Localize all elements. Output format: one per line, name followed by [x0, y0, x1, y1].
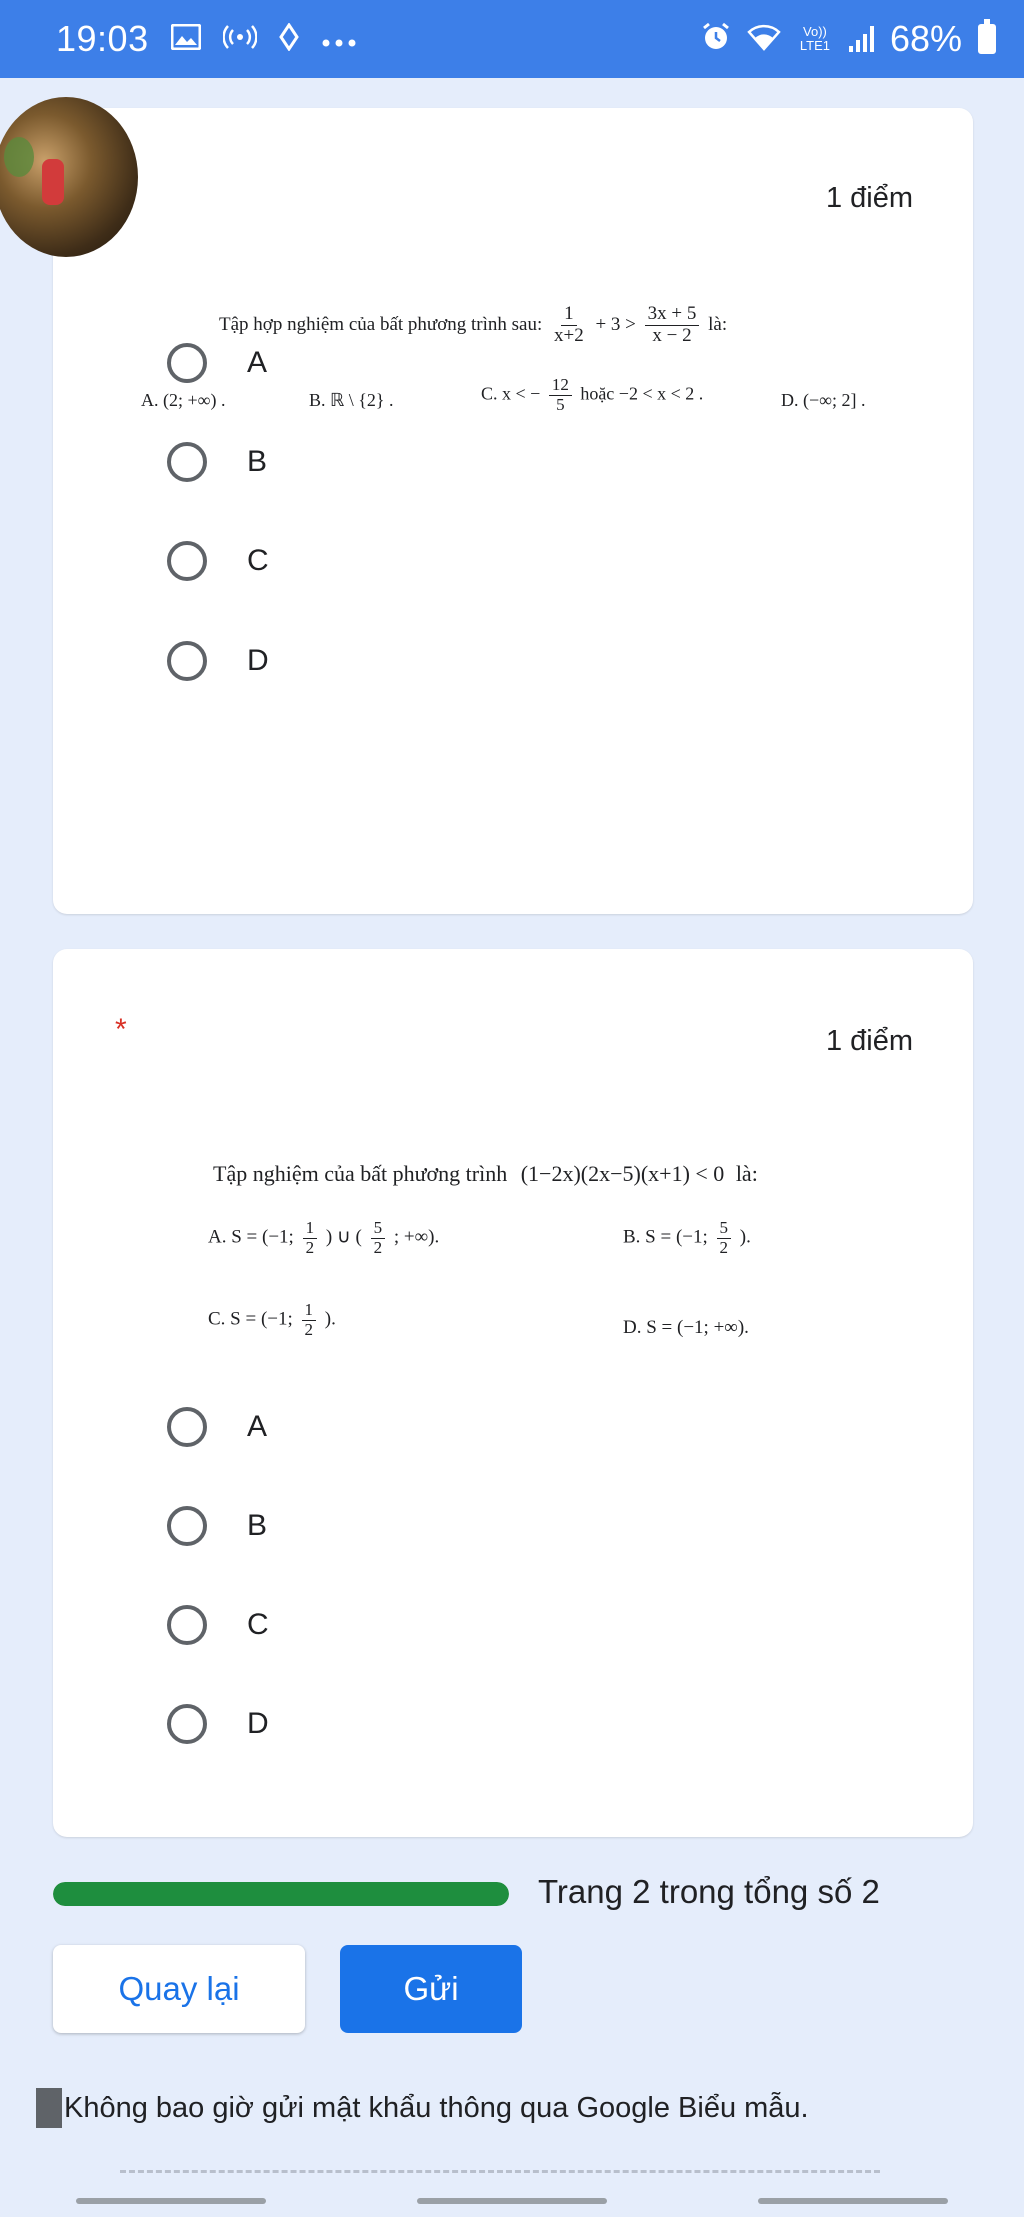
- expression-operator: + 3 >: [595, 313, 636, 335]
- expression-end: là:: [708, 313, 728, 335]
- fraction-numerator: 1: [302, 1301, 317, 1321]
- system-nav-bar: [0, 2185, 1024, 2217]
- answer-d-text: D. S = (−1; +∞).: [623, 1317, 749, 1338]
- answer-b-text: B. ℝ \ {2} .: [309, 390, 394, 410]
- fraction-denominator: 2: [373, 1237, 383, 1257]
- choice-label: A: [247, 1410, 268, 1443]
- answer-c-suffix: ).: [324, 1308, 336, 1330]
- fraction-denominator: 5: [556, 394, 565, 414]
- radio-button[interactable]: [167, 1704, 207, 1744]
- answer-a-union: ) ∪ (: [325, 1226, 362, 1248]
- fraction-numerator: 3x + 5: [645, 304, 700, 326]
- question-card-2: [53, 949, 973, 1837]
- nav-indicator[interactable]: [758, 2198, 948, 2204]
- progress-fill: [53, 1882, 509, 1906]
- answer-c-suffix: hoặc −2 < x < 2 .: [580, 383, 704, 404]
- fraction: [549, 376, 572, 414]
- choice-c[interactable]: [167, 541, 269, 581]
- choice-a[interactable]: [167, 343, 267, 383]
- answer-c-text: [208, 1301, 336, 1339]
- fraction-numerator: 1: [303, 1219, 318, 1239]
- warning-icon: [36, 2088, 62, 2128]
- choice-d[interactable]: [167, 1704, 269, 1744]
- submit-button[interactable]: Gửi: [340, 1945, 522, 2033]
- fraction-denominator: 2: [304, 1319, 314, 1339]
- question-expression: (1−2x)(2x−5)(x+1) < 0: [520, 1161, 725, 1186]
- radio-button[interactable]: [167, 641, 207, 681]
- clock: 19:03: [56, 18, 149, 59]
- choice-b[interactable]: [167, 442, 267, 482]
- choice-label: A: [247, 346, 268, 379]
- fraction: [645, 304, 700, 347]
- fraction-numerator: 1: [561, 304, 577, 326]
- volte-icon: Vo)) LTE1: [799, 24, 830, 53]
- choice-d[interactable]: [167, 641, 269, 681]
- radio-button[interactable]: [167, 541, 207, 581]
- radio-button[interactable]: [167, 1506, 207, 1546]
- fraction: [717, 1219, 732, 1257]
- question-card-1: [53, 108, 973, 914]
- points-label: 1 điểm: [825, 1025, 913, 1057]
- fraction: [303, 1219, 318, 1257]
- choice-label: C: [247, 1608, 269, 1641]
- wifi-icon: [747, 23, 781, 56]
- question-text: [219, 304, 727, 347]
- battery-level: 68%: [889, 18, 962, 59]
- profile-photo-avatar[interactable]: [0, 97, 138, 257]
- signal-icon: [849, 26, 874, 52]
- answer-b-prefix: B. S = (−1;: [623, 1226, 708, 1248]
- battery-icon: [978, 24, 996, 54]
- page-indicator: Trang 2 trong tổng số 2: [538, 1873, 880, 1910]
- fraction: [302, 1301, 317, 1339]
- choice-label: D: [247, 1707, 269, 1740]
- answer-a-prefix: A. S = (−1;: [208, 1226, 294, 1248]
- answer-d-text: D. (−∞; 2] .: [781, 390, 866, 410]
- fraction-numerator: 5: [717, 1219, 732, 1239]
- fraction-denominator: 2: [305, 1237, 315, 1257]
- choice-label: C: [247, 544, 269, 577]
- truncated-footer-text: [120, 2170, 880, 2179]
- image-icon: [171, 24, 201, 55]
- progress-bar: [53, 1882, 509, 1906]
- radio-button[interactable]: [167, 1407, 207, 1447]
- choice-a[interactable]: [167, 1407, 267, 1447]
- password-warning: [36, 2088, 809, 2128]
- expression-end: là:: [735, 1161, 758, 1186]
- radio-button[interactable]: [167, 1605, 207, 1645]
- answer-c-prefix: C. S = (−1;: [208, 1308, 293, 1330]
- choice-label: D: [247, 644, 269, 677]
- fraction-numerator: 12: [549, 376, 572, 396]
- answer-a-text: A. (2; +∞) .: [141, 390, 226, 410]
- answer-b-text: [623, 1219, 751, 1257]
- choice-b[interactable]: [167, 1506, 267, 1546]
- answer-a-suffix: ; +∞).: [393, 1226, 440, 1248]
- hotspot-icon: [223, 24, 257, 55]
- required-asterisk: *: [115, 1013, 127, 1046]
- question-prompt: Tập hợp nghiệm của bất phương trình sau:: [219, 313, 543, 335]
- answer-c-text: [481, 376, 703, 414]
- fraction-denominator: 2: [719, 1237, 729, 1257]
- fraction-denominator: x − 2: [652, 324, 692, 346]
- radio-button[interactable]: [167, 442, 207, 482]
- more-dots-icon: [321, 25, 357, 53]
- nav-indicator[interactable]: [76, 2198, 266, 2204]
- status-bar: [0, 0, 1024, 78]
- fraction: [371, 1219, 386, 1257]
- radio-button[interactable]: [167, 343, 207, 383]
- choice-c[interactable]: [167, 1605, 269, 1645]
- back-button[interactable]: Quay lại: [53, 1945, 305, 2033]
- diamond-icon: [279, 23, 299, 56]
- warning-text: Không bao giờ gửi mật khẩu thông qua Google Biểu mẫu.: [64, 2091, 809, 2124]
- choice-label: B: [247, 1509, 268, 1542]
- points-label: 1 điểm: [825, 182, 913, 214]
- question-prompt: Tập nghiệm của bất phương trình: [213, 1161, 508, 1186]
- question-text: [213, 1161, 758, 1187]
- answer-c-prefix: C. x < −: [481, 383, 541, 404]
- answer-a-text: [208, 1219, 439, 1257]
- fraction-numerator: 5: [371, 1219, 386, 1239]
- alarm-icon: [701, 22, 731, 57]
- fraction-denominator: x+2: [554, 324, 584, 346]
- choice-label: B: [247, 445, 268, 478]
- nav-indicator[interactable]: [417, 2198, 607, 2204]
- answer-b-suffix: ).: [739, 1226, 751, 1248]
- fraction: [551, 304, 587, 347]
